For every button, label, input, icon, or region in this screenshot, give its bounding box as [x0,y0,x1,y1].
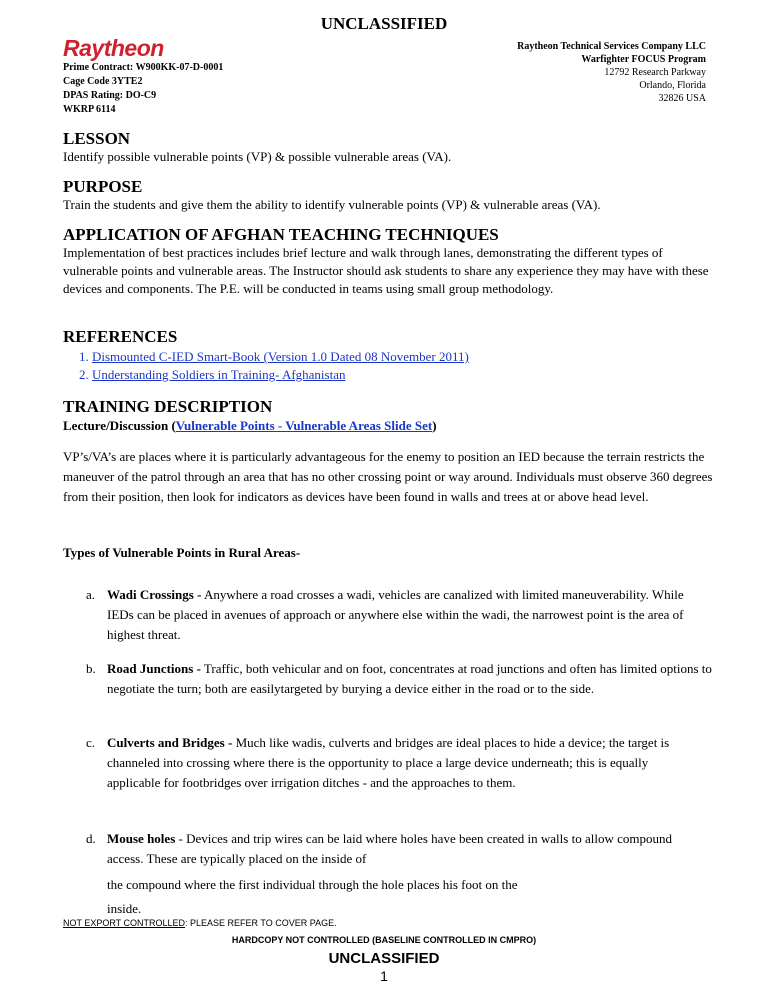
program-name: Warfighter FOCUS Program [581,54,706,65]
lesson-text: Identify possible vulnerable points (VP) & possible vulnerable areas (VA). [63,149,452,164]
export-controlled-label: NOT EXPORT CONTROLLED [63,918,186,928]
reference-item [79,366,469,384]
item-label: a. [86,587,96,602]
item-text: Traffic, both vehicular and on foot, concentrates at road junctions and often has limited options to negotiate the turn; both are easilytargeted by burying a device either in the road or to the side. [107,661,712,696]
training-body: VP’s/VA’s are places where it is particularly advantageous for the enemy to position an IED because the terrain restricts the maneuver of the patrol through an area that has no other crossing point or way around. Individuals must observe 360 degrees from their position, then look for indicators as devices have been found in walls and trees at or above head level. [63,449,713,504]
page-number: 1 [380,968,388,984]
lecture-suffix: ) [432,418,437,433]
reference-link-soldiers-training[interactable]: Understanding Soldiers in Training- Afghanistan [92,367,346,382]
item-title: Wadi Crossings - [107,587,202,602]
city-state: Orlando, Florida [639,80,706,91]
item-title: Road Junctions - [107,661,201,676]
export-notice-rest: : PLEASE REFER TO COVER PAGE. [185,918,337,928]
item-label: b. [86,661,96,676]
company-name: Raytheon Technical Services Company LLC [517,41,706,52]
list-item [86,585,686,645]
slide-set-link[interactable]: Vulnerable Points - Vulnerable Areas Slide Set [175,418,433,433]
item-title: Culverts and Bridges - [107,735,233,750]
item-title: Mouse holes [107,831,176,846]
lecture-prefix: Lecture/Discussion ( [63,418,176,433]
export-notice [63,918,337,928]
bottom-classification: UNCLASSIFIED [328,950,440,967]
item-text: Anywhere a road crosses a wadi, vehicles are canalized with limited maneuverability. While IEDs can be placed in avenues of approach or anywhere else within the wadi, the narrowest point is the area of highest threat. [107,587,684,642]
contract-info [63,61,223,117]
list-item [86,659,712,699]
types-heading: Types of Vulnerable Points in Rural Areas- [63,545,301,560]
reference-link-smartbook[interactable]: Dismounted C-IED Smart-Book (Version 1.0 Dated 08 November 2011) [92,349,469,364]
item-label: c. [86,735,96,750]
top-classification: UNCLASSIFIED [320,14,448,33]
list-item [86,733,686,793]
zip-country: 32826 USA [658,93,706,104]
item-text: Much like wadis, culverts and bridges are ideal places to hide a device; the target is channeled into crossing where there is the opportunity to place a large device underneath; this is equally applicable for footbridges over irrigation ditches - and the approaches to them. [107,735,670,790]
application-text: Implementation of best practices includes brief lecture and walk through lanes, demonstrating the different types of vulnerable points and vulnerable areas. The Instructor should ask students to share any experience they may have with these devices and components. The P.E. will be conducted in teams using small group methodology. [63,245,709,296]
lecture-discussion-line [63,418,437,434]
company-address [517,40,706,105]
item-text-cont: inside. [107,901,142,916]
item-label: d. [86,831,96,846]
prime-contract: Prime Contract: W900KK-07-D-0001 [63,62,224,73]
reference-number: 2. [79,367,89,382]
street-address: 12792 Research Parkway [604,67,706,78]
lesson-heading: LESSON [63,129,131,148]
list-item-continuation [86,899,686,919]
wkrp: WKRP 6114 [63,104,116,115]
reference-number: 1. [79,349,89,364]
references-heading: REFERENCES [63,327,178,346]
item-text: - Devices and trip wires can be laid where holes have been created in walls to allow compound access. These are typically placed on the inside of [107,831,672,866]
purpose-heading: PURPOSE [63,177,143,196]
hardcopy-notice: HARDCOPY NOT CONTROLLED (BASELINE CONTROLLED IN CMPRO) [231,935,537,945]
purpose-text: Train the students and give them the ability to identify vulnerable points (VP) & vulnerable areas (VA). [63,197,601,212]
application-heading: APPLICATION OF AFGHAN TEACHING TECHNIQUES [63,225,499,244]
item-text-cont: the compound where the first individual through the hole places his foot on the [107,877,518,892]
cage-code: Cage Code 3YTE2 [63,76,143,87]
dpas-rating: DPAS Rating: DO-C9 [63,90,157,101]
list-item-continuation [86,875,686,895]
list-item [86,829,686,869]
raytheon-logo: Raytheon [63,35,164,61]
training-heading: TRAINING DESCRIPTION [63,397,273,416]
references-list [79,348,469,384]
reference-item [79,348,469,366]
